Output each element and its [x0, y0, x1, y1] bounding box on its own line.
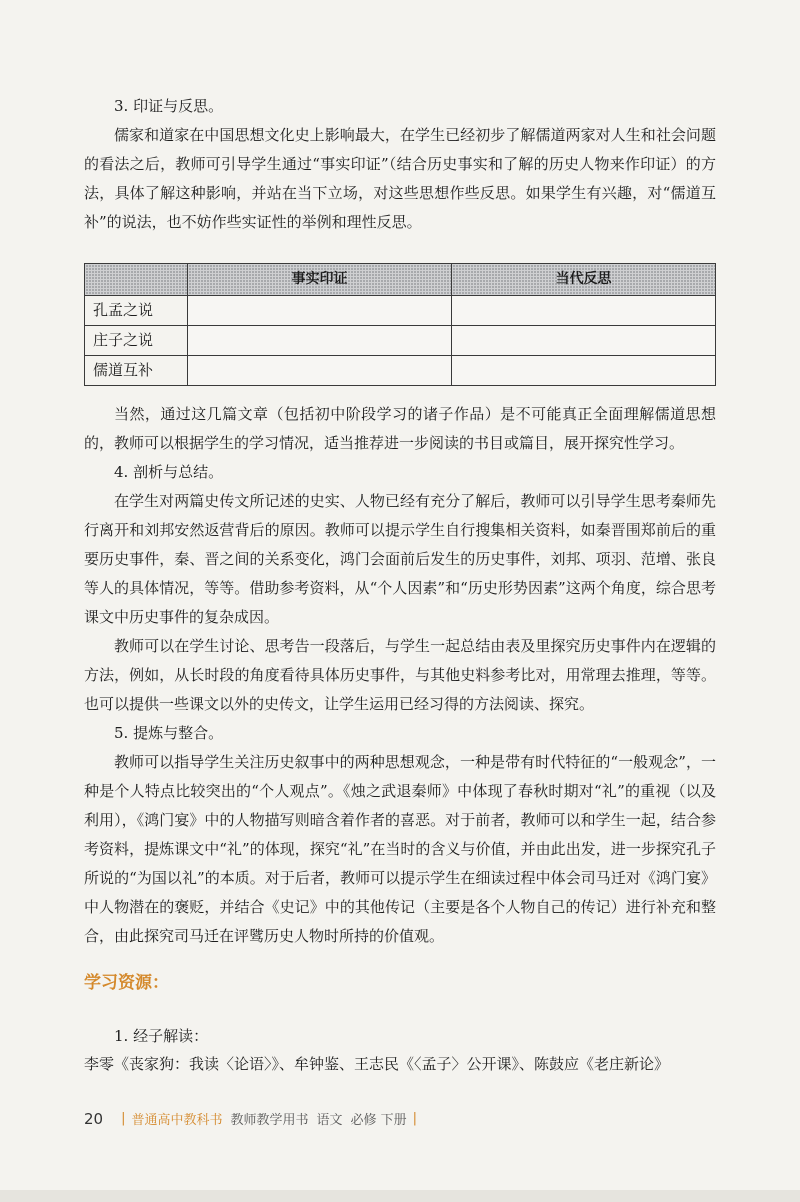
table-cell [188, 326, 452, 356]
section-4-heading: 4. 剖析与总结。 [114, 463, 224, 481]
table-cell [188, 296, 452, 326]
footer-subject: 语文 [316, 1113, 343, 1128]
row-label: 孔孟之说 [85, 296, 188, 326]
table-cell [452, 326, 716, 356]
table-row [85, 326, 716, 356]
page-footer [84, 1109, 716, 1128]
section-4-paragraph-1: 在学生对两篇史传文所记述的史实、人物已经有充分了解后，教师可以引导学生思考秦师先行离开和刘邦安然返营背后的原因。教师可以提示学生自行搜集相关资料，如秦晋围郑前后的重要历史事件，秦、晋之间的关系变化，鸿门会面前后发生的历史事件，刘邦、项羽、范增、张良等人的具体情况，等等。借助参考资料，从“个人因素”和“历史形势因素”这两个角度，综合思考课文中历史事件的复杂成因。 [84, 492, 716, 626]
main-content [84, 92, 716, 951]
table-cell [188, 356, 452, 386]
table-cell [452, 296, 716, 326]
section-3-heading: 3. 印证与反思。 [114, 97, 224, 115]
resources-item-heading: 1. 经子解读： [114, 1027, 209, 1045]
page-number: 20 [84, 1109, 104, 1128]
table-row [85, 356, 716, 386]
section-4-paragraph-2: 教师可以在学生讨论、思考告一段落后，与学生一起总结由表及里探究历史事件内在逻辑的方法，例如，从长时段的角度看待具体历史事件，与其他史料参考比对，用常理去推理，等等。也可以提供一些课文以外的史传文，让学生运用已经习得的方法阅读、探究。 [84, 637, 716, 713]
resources-block [84, 1022, 716, 1078]
row-label: 庄子之说 [85, 326, 188, 356]
table-row [85, 296, 716, 326]
table-header-reflection: 当代反思 [452, 264, 716, 296]
footer-series: 普通高中教科书 [131, 1113, 223, 1128]
resources-title: 学习资源： [84, 973, 169, 993]
footer-book: 教师教学用书 [230, 1113, 309, 1128]
table-cell [452, 356, 716, 386]
table-header-facts: 事实印证 [188, 264, 452, 296]
section-3-paragraph: 儒家和道家在中国思想文化史上影响最大，在学生已经初步了解儒道两家对人生和社会问题的看法之后，教师可引导学生通过“事实印证”（结合历史事实和了解的历史人物来作印证）的方法，具体了解这种影响，并站在当下立场，对这些思想作些反思。如果学生有兴趣，对“儒道互补”的说法，也不妨作些实证性的举例和理性反思。 [84, 126, 716, 231]
resources-item-text: 李零《丧家狗：我读〈论语〉》、牟钟鉴、王志民《〈孟子〉公开课》、陈鼓应《老庄新论》 [84, 1055, 670, 1073]
table-header-corner [85, 264, 188, 296]
footer-divider: | [121, 1111, 126, 1126]
comparison-table [84, 263, 716, 386]
section-5-heading: 5. 提炼与整合。 [114, 724, 224, 742]
page-bottom-edge [0, 1190, 800, 1202]
after-table-paragraph: 当然，通过这几篇文章（包括初中阶段学习的诸子作品）是不可能真正全面理解儒道思想的，教师可以根据学生的学习情况，适当推荐进一步阅读的书目或篇目，展开探究性学习。 [84, 405, 716, 452]
row-label: 儒道互补 [85, 356, 188, 386]
table-header-row [85, 264, 716, 296]
section-5-paragraph: 教师可以指导学生关注历史叙事中的两种思想观念，一种是带有时代特征的“一般观念”，一种是个人特点比较突出的“个人观点”。《烛之武退秦师》中体现了春秋时期对“礼”的重视（以及利用），《鸿门宴》中的人物描写则暗含着作者的喜恶。对于前者，教师可以和学生一起，结合参考资料，提炼课文中“礼”的体现，探究“礼”在当时的含义与价值，并由此出发，进一步探究孔子所说的“为国以礼”的本质。对于后者，教师可以提示学生在细读过程中体会司马迁对《鸿门宴》中人物潜在的褒贬，并结合《史记》中的其他传记（主要是各个人物自己的传记）进行补充和整合，由此探究司马迁在评骘历史人物时所持的价值观。 [84, 753, 716, 945]
footer-volume: 必修 下册 [350, 1113, 407, 1128]
footer-divider-end: | [412, 1111, 418, 1126]
